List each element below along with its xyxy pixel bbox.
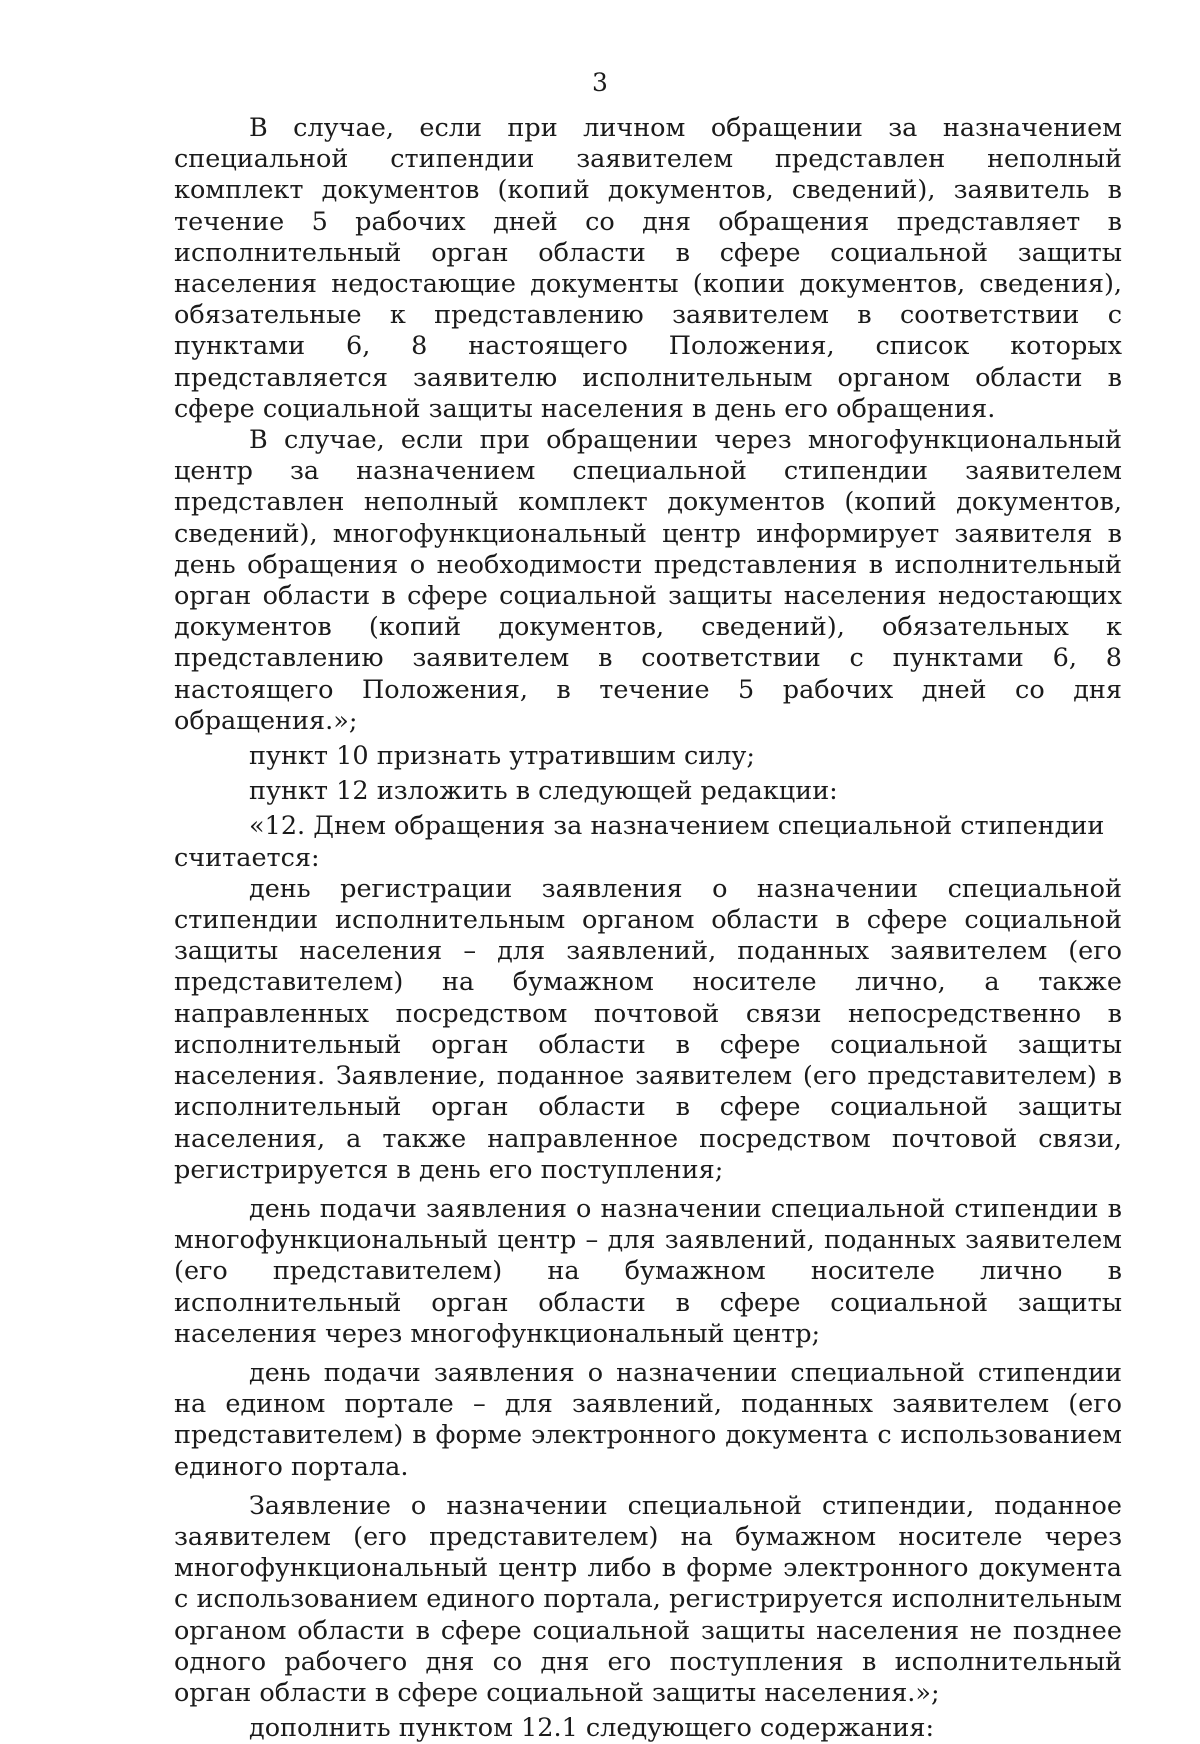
page-number: 3 [592, 68, 608, 97]
paragraph-incomplete-documents-personal: В случае, если при личном обращении за назначением специальной стипендии заявителем представлен неполный комплект документов (копий документов, сведений), заявитель в течение 5 рабочих дней со дня обращения представляет в исполнительный орган области в сфере социальной защиты населения недостающие документы (копии документов, сведения), обязательные к представлению заявителем в соответствии с пунктами 6, 8 настоящего Положения, список которых представляется заявителю исполнительным органом области в сфере социальной защиты населения в день его обращения. [174, 113, 1122, 424]
paragraph-submission-day-mfc: день подачи заявления о назначении специальной стипендии в многофункциональный центр – для заявлений, поданных заявителем (его представителем) на бумажном носителе лично в исполнительный орган области в сфере социальной защиты населения через многофункциональный центр; [174, 1193, 1122, 1349]
paragraph-item-12-heading: «12. Днем обращения за назначением специальной стипендии считается: [174, 811, 1105, 873]
paragraph-registration-day: день регистрации заявления о назначении специальной стипендии исполнительным органом области в сфере социальной защиты населения – для заявлений, поданных заявителем (его представителем) на бумажном носителе лично, а также направленных посредством почтовой связи непосредственно в исполнительный орган области в сфере социальной защиты населения. Заявление, поданное заявителем (его представителем) в исполнительный орган области в сфере социальной защиты населения, а также направленное посредством почтовой связи, регистрируется в день его поступления; [174, 873, 1122, 1185]
paragraph-item-10: пункт 10 признать утратившим силу; [249, 741, 756, 772]
paragraph-submission-day-portal: день подачи заявления о назначении специальной стипендии на едином портале – для заявлений, поданных заявителем (его представителем) в форме электронного документа с использованием единого портала. [174, 1357, 1122, 1482]
document-body [174, 113, 1122, 1744]
paragraph-registration-rules: Заявление о назначении специальной стипендии, поданное заявителем (его представителем) на бумажном носителе через многофункциональный центр либо в форме электронного документа с использованием единого портала, регистрируется исполнительным органом области в сфере социальной защиты населения не позднее одного рабочего дня со дня его поступления в исполнительный орган области в сфере социальной защиты населения.»; [174, 1490, 1122, 1708]
paragraph-item-12-intro: пункт 12 изложить в следующей редакции: [249, 776, 838, 807]
paragraph-item-12-1-intro: дополнить пунктом 12.1 следующего содержания: [249, 1713, 935, 1744]
paragraph-incomplete-documents-mfc: В случае, если при обращении через многофункциональный центр за назначением специальной стипендии заявителем представлен неполный комплект документов (копий документов, сведений), многофункциональный центр информирует заявителя в день обращения о необходимости представления в исполнительный орган области в сфере социальной защиты населения недостающих документов (копий документов, сведений), обязательных к представлению заявителем в соответствии с пунктами 6, 8 настоящего Положения, в течение 5 рабочих дней со дня обращения.»; [174, 425, 1122, 736]
